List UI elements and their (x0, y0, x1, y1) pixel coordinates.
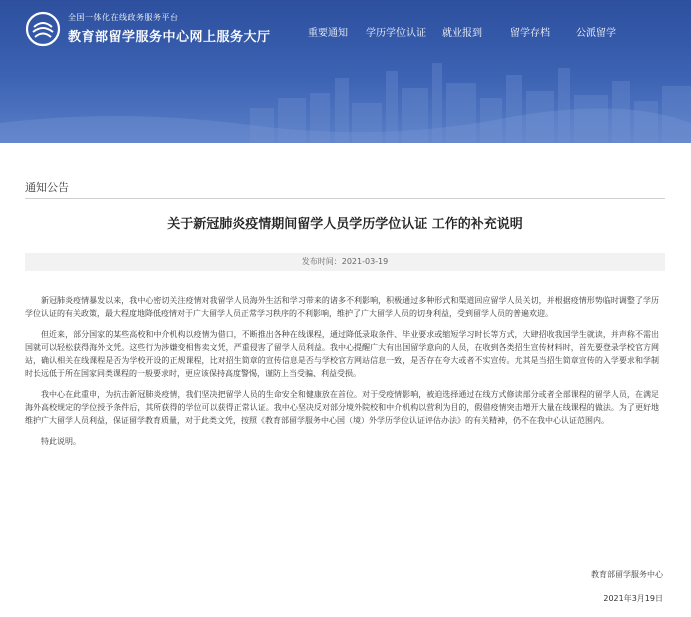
nav-degree-certification[interactable]: 学历学位认证 (366, 28, 426, 39)
article-paragraph: 特此说明。 (41, 436, 81, 446)
publish-time-bar: 发布时间：2021-03-19 (25, 253, 665, 271)
article-signature (591, 563, 663, 611)
nav-study-archive[interactable]: 留学存档 (510, 28, 550, 39)
site-header (0, 0, 691, 143)
signature-date: 2021年3月19日 (603, 594, 663, 603)
breadcrumb[interactable]: 通知公告 (25, 181, 69, 194)
breadcrumb-divider (25, 198, 665, 199)
article-paragraph: 我中心在此重申，为抗击新冠肺炎疫情，我们坚决把留学人员的生命安全和健康放在首位。对于受疫情影响，被迫选择通过在线方式修读部分或者全部课程的留学人员，在满足海外高校规定的学位授予条件后，其所获得的学位可以获得正常认证。我中心坚决反对部分境外院校和中介机构以营利为目的，假借疫情突击增开大量在线课程的做法。为了更好地维护广大留学人员利益，保证留学教育质量，对于此类文凭，按照《教育部留学服务中心国（境）外学历学位认证评估办法》的有关精神，仍不在我中心认证范围内。 (25, 389, 659, 426)
nav-important-notices[interactable]: 重要通知 (308, 28, 348, 39)
nav-public-funded-study[interactable]: 公派留学 (576, 28, 616, 39)
article-body (25, 294, 659, 455)
city-skyline-graphic (0, 53, 691, 143)
ministry-logo-icon (25, 11, 61, 47)
article-paragraph: 但近来，部分国家的某些高校和中介机构以疫情为借口，不断推出各种在线课程，通过降低录取条件、毕业要求或缩短学习时长等方式，大肆招收我国学生就读，并声称不需出国就可以轻松获得海外文凭。这些行为涉嫌变相售卖文凭，严重侵害了留学人员利益。我中心提醒广大有出国留学意向的人员，在收到各类招生宣传材料时，首先要登录学校官方网站，确认相关在线课程是否为学校开设的正规课程，比对招生简章的宣传信息是否与学校官方网站信息一致，是否存在夸大或者不实宣传。尤其是当招生简章宣传的入学要求和学制时长远低于所在国家同类课程的一般要求时，更应该保持高度警惕，谨防上当受骗、利益受损。 (25, 329, 659, 379)
article-title: 关于新冠肺炎疫情期间留学人员学历学位认证 工作的补充说明 (167, 217, 523, 232)
signature-org: 教育部留学服务中心 (591, 570, 663, 579)
platform-subtitle: 全国一体化在线政务服务平台 (68, 13, 179, 22)
site-title[interactable]: 教育部留学服务中心网上服务大厅 (68, 30, 271, 45)
article-paragraph: 新冠肺炎疫情暴发以来，我中心密切关注疫情对我留学人员海外生活和学习带来的诸多不利影响，积极通过多种形式和渠道回应留学人员关切，并根据疫情形势临时调整了学历学位认证的有关政策，最大程度地降低疫情对于广大留学人员正常学习秩序的不利影响，维护了广大留学人员的切身利益，受到留学人员的普遍欢迎。 (25, 296, 659, 319)
nav-employment-report[interactable]: 就业报到 (442, 28, 482, 39)
